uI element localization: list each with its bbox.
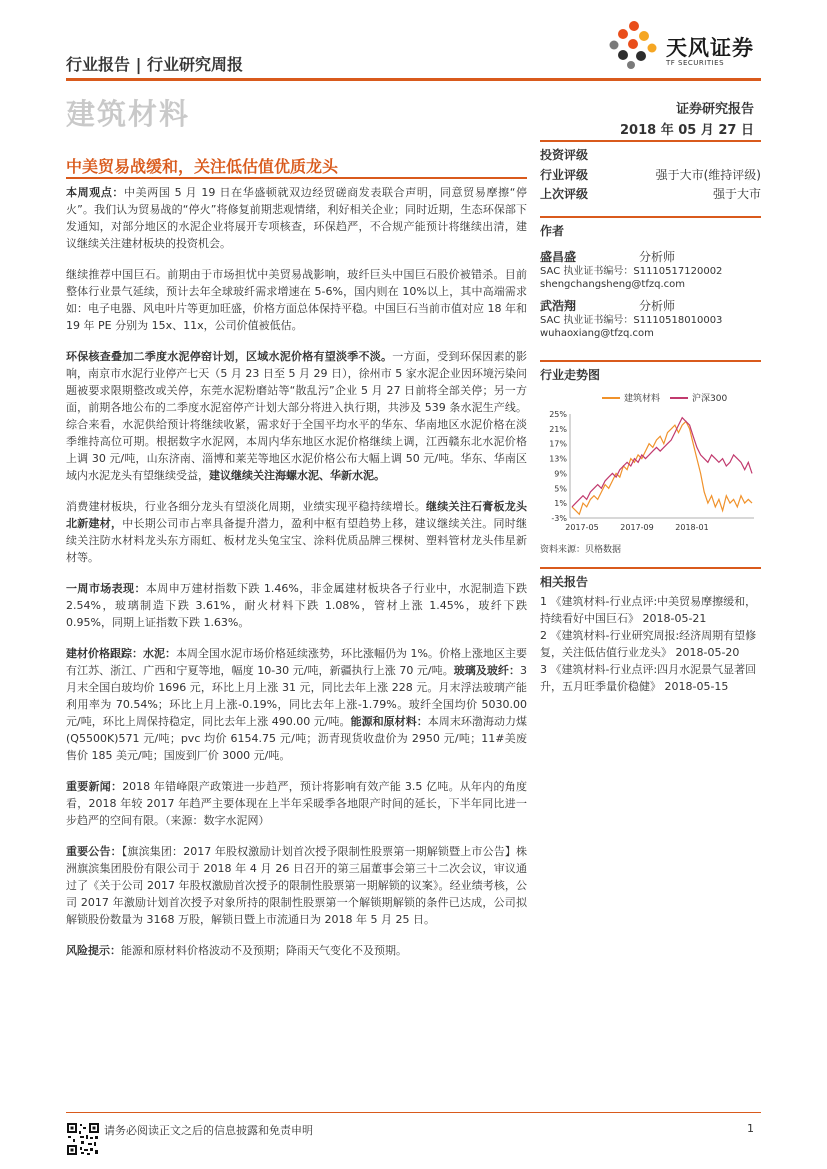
body-text-run: 2018 年错峰限产政策进一步趋严，预计将影响有效产能 3.5 亿吨。从年内的角度看，2018 年较 2017 年趋严主要体现在上半年采暖季各地限产时间的延长，下半年同比进一步趋严的空间有限。（来源：数字水泥网） [66,780,527,827]
body-text-run: 能源和原材料价格波动不及预期；降雨天气变化不及预期。 [121,944,407,957]
headline: 中美贸易战缓和，关注低估值优质龙头 [66,157,339,176]
rating-title: 投资评级 [540,148,589,162]
legend-label: 建筑材料 [624,394,661,404]
body-bold-run: 一周市场表现： [66,582,146,595]
authors-section [540,216,761,340]
related-title: 相关报告 [540,575,589,589]
analyst-email[interactable]: shengchangsheng@tfzq.com [540,279,685,290]
rating-key: 上次评级 [540,187,589,201]
y-tick-label: 1% [554,499,567,509]
chart-section [540,360,761,555]
analyst-name: 武浩翔 [540,299,577,313]
body-paragraph [66,184,527,252]
rating-value: 强于大市 [712,187,761,201]
y-tick-label: 17% [549,439,567,449]
related-report-item[interactable] [540,593,761,627]
related-report-text: 1 《建筑材料-行业点评:中美贸易摩擦缓和，持续看好中国巨石》 [540,595,757,625]
series-line [572,421,752,514]
rating-row [540,166,761,185]
body-bold-run: 建议继续关注海螺水泥、华新水泥。 [209,469,385,482]
rating-row [540,185,761,204]
body-text-run: 本周全国水泥市场价格延续涨势，环比涨幅仍为 1%。价格上涨地区主要有江苏、浙江、广西和宁夏等地，幅度 10-30 元/吨，新疆执行上涨 70 元/吨。 [66,647,528,677]
y-tick-label: 5% [554,484,567,494]
analyst-role: 分析师 [638,299,675,313]
qr-code-icon [66,1122,100,1156]
body-bold-run: 继续关注石膏板龙头北新建材， [66,500,527,530]
body-paragraph [66,942,527,959]
authors-title: 作者 [540,224,565,238]
page-number: 1 [747,1122,754,1135]
chart-svg [540,390,761,540]
body-text-run: 本周末环渤海动力煤(Q5500K)571 元/吨；pvc 均价 6154.75 元/吨；沥青现货收盘价为 2950 元/吨；11#美废售价 185 美元/吨；国废到厂价 3000 元/吨。 [66,715,527,762]
body-text-run: 一方面，受到环保因素的影响，南京市水泥行业停产七天（5 月 23 日至 5 月 29 日），徐州市 5 家水泥企业因环境污染问题被要求限期整改或关停，东莞水泥粉磨站等“散乱污”企业 5 月 27 日前将全部关停；另一方面，前期各地公布的二季度水泥窑停产计划大部分将进入执行期，共涉及 539 条水泥生产线。综合来看，水泥供给预计将继续收紧，需求好于全国平均水平的华东、华南地区水泥价格在淡季维持高位可期。根据数字水泥网，本周内华东地区水泥价格继续上调，江西赣东北水泥价格上调 30 元/吨，山东济南、淄博和莱芜等地区水泥价格公布大幅上调 50 元/吨。华东、华南区域内水泥龙头有望继续受益， [66,350,527,482]
body-paragraph [66,580,527,631]
headline-divider [66,177,527,179]
chart-source: 资料来源：贝格数据 [540,545,622,555]
body-text-run: 本周申万建材指数下跌 1.46%，非金属建材板块各子行业中，水泥制造下跌 2.54%，玻璃制造下跌 3.61%，耐火材料下跌 1.08%，管材上涨 1.45%，玻纤下跌 0.95%，同期上证指数下跌 1.63%。 [66,582,527,629]
rating-section [540,140,761,204]
body-text-run: 【旗滨集团：2017 年股权激励计划首次授予限制性股票第一期解锁暨上市公告】株洲旗滨集团股份有限公司于 2018 年 4 月 26 日召开的第三届董事会第三十二次会议，审议通过了《关于公司 2017 年股权激励首次授予的限制性股票第一期解锁的议案》。经业绩考核，公司 2017 年激励计划首次授予对象所持的限制性股票第一个解锁期解锁的条件已达成，公司拟解锁股份数量为 3168 万股，解锁日暨上市流通日为 2018 年 5 月 25 日。 [66,845,528,926]
related-list [540,593,761,695]
body-bold-run: 环保核查叠加二季度水泥停窑计划，区域水泥价格有望淡季不淡。 [66,350,393,363]
analyst-name: 盛昌盛 [540,250,577,264]
y-tick-label: 13% [549,454,567,464]
body-paragraph [66,778,527,829]
industry-trend-chart [540,390,761,540]
analyst-name-row [540,297,675,314]
body-paragraph [66,498,527,566]
logo-name-cn: 天风证券 [666,36,754,60]
related-report-date: 2018-05-20 [675,646,740,659]
y-tick-label: 9% [554,469,567,479]
body-bold-run: 本周观点： [66,186,125,199]
body-paragraph [66,348,527,484]
company-logo [606,18,766,73]
chart-section-title: 行业走势图 [540,368,601,382]
rating-key: 行业评级 [540,168,589,182]
sector-title: 建筑材料 [66,97,191,131]
analyst-cert: SAC 执业证书编号：S1110517120002 [540,266,723,277]
body-bold-run: 水泥： [143,647,177,660]
body-bold-run: 重要公告： [66,845,122,858]
sidebar [540,140,761,695]
body-text-run: 中美两国 5 月 19 日在华盛顿就双边经贸磋商发表联合声明，同意贸易摩擦“停火”。我们认为贸易战的“停火”将修复前期悲观情绪，利好相关企业；同时近期，生态环保部下发通知，对部分地区的水泥企业将展开专项核查，环保趋严，不合规产能预计将继续出清，建议继续关注建材板块的投资机会。 [66,186,527,250]
related-report-text: 2 《建筑材料-行业研究周报:经济周期有望修复，关注低估值行业龙头》 [540,629,757,659]
body-text-run: 继续推荐中国巨石。前期由于市场担忧中美贸易战影响，玻纤巨头中国巨石股价被错杀。目前整体行业景气延续，预计去年全球玻纤需求增速在 5-6%，国内则在 10%以上，其中高端需求如：电子电器、风电叶片等更加旺盛，价格方面总体保持平稳。中国巨石当前市值对应 18 年和 19 年 PE 分别为 15x、11x，公司价值被低估。 [66,268,527,332]
report-date: 2018 年 05 月 27 日 [620,123,754,138]
main-body [66,184,527,973]
body-bold-run: 建材价格跟踪： [66,647,144,660]
y-tick-label: -3% [551,514,567,523]
footer-disclaimer[interactable]: 请务必阅读正文之后的信息披露和免责申明 [104,1124,313,1137]
legend-label: 沪深300 [692,394,728,404]
analyst-email[interactable]: wuhaoxiang@tfzq.com [540,328,654,339]
doc-label: 证券研究报告 [675,102,754,117]
analyst-cert: SAC 执业证书编号：S1110518010003 [540,315,723,326]
related-report-item[interactable] [540,627,761,661]
body-bold-run: 能源和原材料： [350,715,428,728]
related-report-date: 2018-05-15 [664,680,729,693]
x-tick-label: 2018-01 [675,523,709,532]
y-tick-label: 21% [549,424,567,434]
body-text-run: 3 月末全国白玻均价 1696 元，环比上月上涨 31 元，同比去年上涨 228 元。月末浮法玻璃产能利用率为 70.54%；环比上月上涨-0.19%，同比去年上涨-1.79%。玻纤全国均价 5030.00 元/吨，环比上周保持稳定，同比去年上涨 490.00 元/吨。 [66,664,528,728]
analyst-role: 分析师 [638,250,675,264]
x-tick-label: 2017-09 [620,523,654,532]
series-line [572,418,752,507]
body-bold-run: 风险提示： [66,944,121,957]
tf-logo-icon [606,18,661,70]
y-tick-label: 25% [549,410,567,419]
related-reports-section [540,567,761,695]
rating-value: 强于大市(维持评级) [655,168,761,182]
body-paragraph [66,266,527,334]
body-bold-run: 重要新闻： [66,780,123,793]
related-report-item[interactable] [540,661,761,695]
body-text-run: 中长期公司市占率具备提升潜力，盈利中枢有望趋势上移，建议继续关注。同时继续关注防水材料龙头东方雨虹、板材龙头兔宝宝、涂料优质品牌三棵树、塑料管材龙头伟星新材等。 [66,517,527,564]
logo-name-en: TF SECURITIES [666,59,725,67]
body-paragraph [66,843,527,928]
header-divider [66,78,761,81]
related-report-text: 3 《建筑材料-行业点评:四月水泥景气显著回升，五月旺季量价稳健》 [540,663,757,693]
footer-divider [66,1112,761,1113]
x-tick-label: 2017-05 [565,523,599,532]
related-report-date: 2018-05-21 [642,612,707,625]
report-type: 行业报告 | 行业研究周报 [66,55,243,74]
body-text-run: 消费建材板块，行业各细分龙头有望淡化周期，业绩实现平稳持续增长。 [66,500,426,513]
analyst-name-row [540,248,675,265]
body-paragraph [66,645,527,764]
body-bold-run: 玻璃及玻纤： [453,664,521,677]
